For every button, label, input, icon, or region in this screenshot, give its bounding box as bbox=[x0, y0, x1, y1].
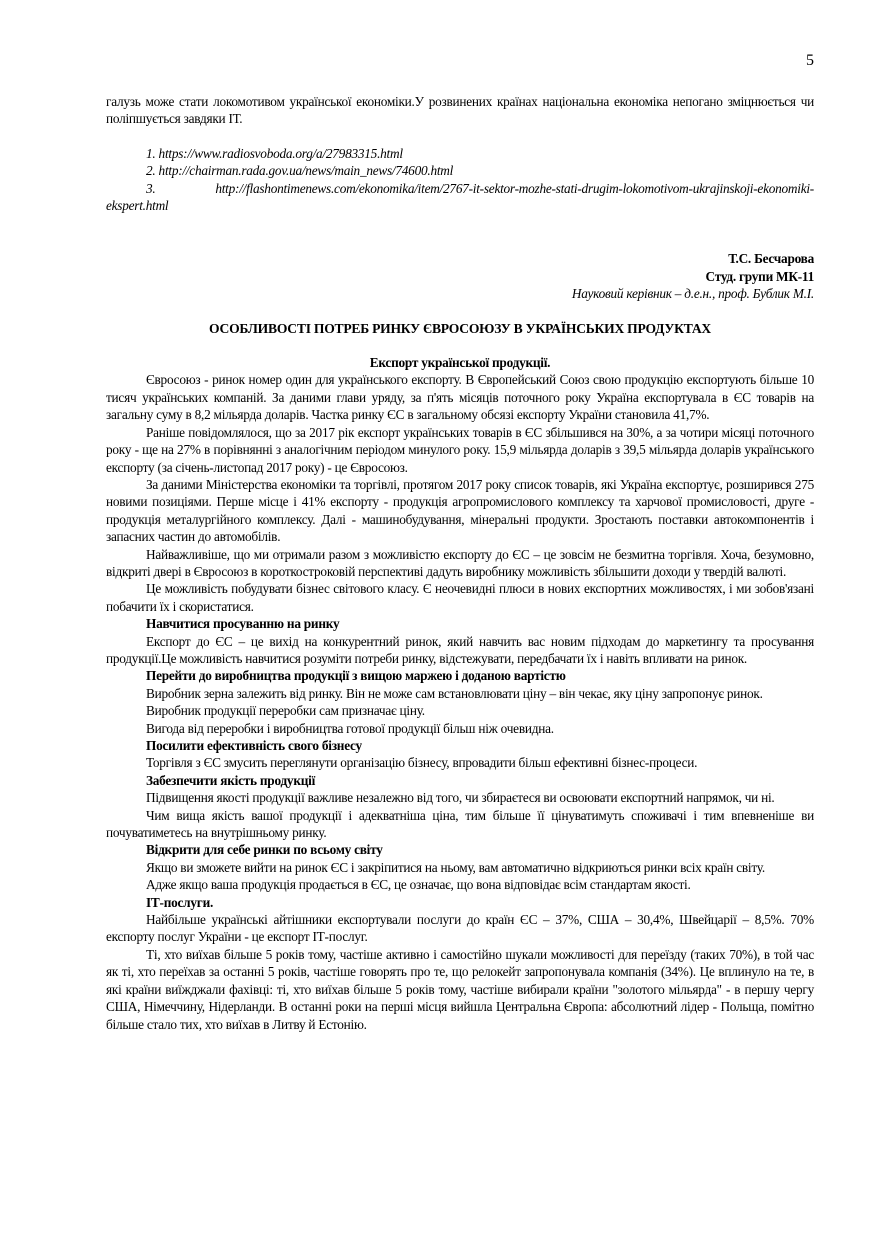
subsection-heading: Навчитися просуванню на ринку bbox=[146, 616, 340, 632]
reference-item[interactable]: 1. https://www.radiosvoboda.org/a/27983315.html bbox=[146, 145, 403, 161]
supervisor: Науковий керівник – д.е.н., проф. Бублик М.І. bbox=[571, 286, 814, 302]
body-paragraph: Виробник зерна залежить від ринку. Він не може сам встановлювати ціну – він чекає, яку ціну запропонує ринок. bbox=[146, 685, 763, 701]
author-block bbox=[106, 250, 814, 302]
body-paragraph: Адже якщо ваша продукція продається в ЄС, це означає, що вона відповідає всім стандартам якості. bbox=[146, 877, 691, 893]
body-paragraph: Експорт до ЄС – це вихід на конкурентний ринок, який навчить вас новим підходам до маркетингу та просування продукції.Це можливість навчитися розуміти потреби ринку, відстежувати, передбачати їх і навіть впливати на ринок. bbox=[106, 633, 814, 666]
body-paragraph: Чим вища якість вашої продукції і адекватніша ціна, тим більше її цінуватимуть споживачі і тим впевненіше ви почуватиметесь на внутрішньому ринку. bbox=[106, 807, 814, 841]
subsection-heading: Перейти до виробництва продукції з вищою маржею і доданою вартістю bbox=[146, 668, 566, 684]
body-paragraph: Вигода від переробки і виробництва готової продукції більш ніж очевидна. bbox=[146, 720, 554, 736]
intro-paragraph: галузь може стати локомотивом української економіки.У розвинених країнах національна економіка непогано зміцнюється чи поліпшується завдяки ІТ. bbox=[106, 94, 814, 127]
section-title: Експорт української продукції. bbox=[369, 355, 551, 371]
reference-item[interactable]: 3. http://flashontimenews.com/ekonomika/item/2767-it-sektor-mozhe-stati-drugim-lokomotivom-ukrajinskoji-ekonomiki-ekspert.html bbox=[106, 180, 814, 214]
body-paragraph: Торгівля з ЄС змусить переглянути організацію бізнесу, впровадити більш ефективні бізнес-процеси. bbox=[146, 755, 698, 771]
subsection-heading: Відкрити для себе ринки по всьому світу bbox=[146, 842, 383, 858]
body-paragraph: За даними Міністерства економіки та торгівлі, протягом 2017 року список товарів, які Україна експортує, розширився 275 новими позиціями. Перше місце і 41% експорту - продукція агропромислового комплексу та харчової промисловості, друге - продукція металургійного комплексу. Далі - машинобудування, мінеральні продукти. Зростають поставки автокомпонентів і запасних частин до автомобілів. bbox=[106, 476, 814, 545]
body-paragraph: Найбільше українські айтішники експортували послуги до країн ЄС – 37%, США – 30,4%, Швейцарії – 8,5%. 70% експорту послуг України - це експорт ІТ-послуг. bbox=[106, 912, 814, 945]
body-paragraph: Ті, хто виїхав більше 5 років тому, частіше активно і самостійно шукали можливості для переїзду (таких 70%), в той час як ті, хто переїхав за останні 5 років, частіше говорять про те, що релокейт запропонувала компанія (34%). Це вплинуло на те, в які країни виїжджали фахівці: ті, хто виїхав більше 5 років тому, частіше вибирали країни "золотого мільярда" - в першу чергу США, Німеччину, Нідерланди. В останні роки на перші місця вийшла Центральна Європа: абсолютний лідер - Польща, помітно більше стало тих, хто виїхав в Литву й Естонію. bbox=[106, 946, 814, 1032]
article-title: ОСОБЛИВОСТІ ПОТРЕБ РИНКУ ЄВРОСОЮЗУ В УКРАЇНСЬКИХ ПРОДУКТАХ bbox=[209, 320, 711, 336]
body-paragraph: Виробник продукції переробки сам призначає ціну. bbox=[146, 703, 425, 719]
article-body bbox=[106, 371, 814, 1032]
author-name: Т.С. Бесчарова bbox=[728, 251, 814, 267]
reference-item[interactable]: 2. http://chairman.rada.gov.ua/news/main_news/74600.html bbox=[146, 163, 454, 179]
document-page bbox=[106, 0, 814, 1033]
body-paragraph: Євросоюз - ринок номер один для українського експорту. В Європейський Союз свою продукцію експортують більше 10 тисяч українських компаній. За даними глави уряду, за п'ять місяців поточного року Україна експортувала в ЄС товарів на загальну суму в 8,2 мільярда доларів. Частка ринку ЄС в загальному обсязі експорту України становила 41,7%. bbox=[106, 372, 814, 423]
subsection-heading: ІТ-послуги. bbox=[146, 894, 214, 910]
body-paragraph: Це можливість побудувати бізнес світового класу. Є неочевидні плюси в нових експортних можливостях, і ми зобов'язані побачити їх і скористатися. bbox=[106, 581, 814, 614]
subsection-heading: Посилити ефективність свого бізнесу bbox=[146, 738, 362, 753]
reference-list bbox=[106, 145, 814, 215]
page-number: 5 bbox=[806, 52, 814, 69]
body-paragraph: Підвищення якості продукції важливе незалежно від того, чи збираєтеся ви освоювати експортний напрямок, чи ні. bbox=[146, 790, 775, 806]
body-paragraph: Найважливіше, що ми отримали разом з можливістю експорту до ЄС – це зовсім не безмитна торгівля. Хоча, безумовно, відкриті двері в Євросоюз в короткостроковій перспективі дадуть виробнику можливість збільшити доходи у твердій валюті. bbox=[106, 546, 814, 579]
author-group: Студ. групи МК-11 bbox=[705, 268, 814, 284]
subsection-heading: Забезпечити якість продукції bbox=[146, 772, 316, 788]
body-paragraph: Раніше повідомлялося, що за 2017 рік експорт українських товарів в ЄС збільшився на 30%, а за чотири місяці поточного року - ще на 27% в порівнянні з аналогічним періодом минулого року. 15,9 мільярда доларів з 39,5 мільярда доларів українського експорту (за січень-листопад 2017 року) - це Євросоюз. bbox=[106, 424, 814, 475]
body-paragraph: Якщо ви зможете вийти на ринок ЄС і закріпитися на ньому, вам автоматично відкриються ринки всіх країн світу. bbox=[146, 859, 765, 875]
